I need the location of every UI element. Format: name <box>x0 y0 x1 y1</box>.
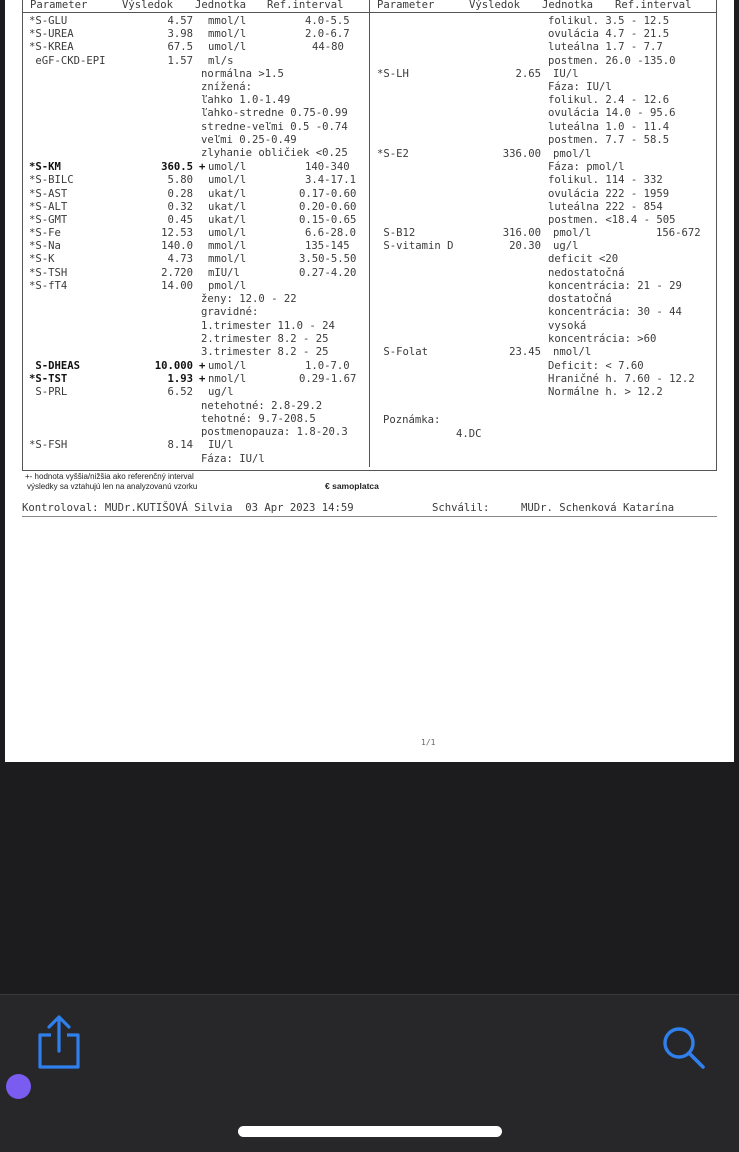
share-icon <box>34 1013 84 1071</box>
lab-report-page <box>5 0 734 762</box>
row-ref-interval: 3.50-5.50 <box>299 253 357 265</box>
row-parameter: *S-K <box>29 253 55 265</box>
header-result-right: Výsledok <box>469 0 521 11</box>
row-parameter: S-vitamin D <box>377 240 454 252</box>
row-ref-interval: 0.27-4.20 <box>299 267 357 279</box>
share-button[interactable] <box>34 1013 84 1071</box>
row-unit: ug/l <box>208 386 234 398</box>
header-ref: Ref.interval <box>267 0 344 11</box>
row-unit: mmol/l <box>208 253 247 265</box>
row-ref-interval: 2.0-6.7 <box>305 28 350 40</box>
ref-note: koncentrácia: 30 - 44 <box>548 306 682 318</box>
search-button[interactable] <box>661 1025 707 1071</box>
header-unit-right: Jednotka <box>542 0 594 11</box>
row-ref-interval: 4.0-5.5 <box>305 15 350 27</box>
ref-note: 2.trimester 8.2 - 25 <box>201 333 329 345</box>
ref-note: vysoká <box>548 320 587 332</box>
row-unit: nmol/l <box>553 346 592 358</box>
row-value: 12.53 <box>161 227 193 239</box>
row-value: 1.93 <box>167 373 193 385</box>
row-parameter: *S-FSH <box>29 439 68 451</box>
row-ref-interval: 44-80 <box>312 41 344 53</box>
ref-note: normálna >1.5 <box>201 68 284 80</box>
note-label: Poznámka: <box>383 414 441 426</box>
row-unit: umol/l <box>208 41 247 53</box>
ref-note: koncentrácia: 21 - 29 <box>548 280 682 292</box>
ref-note: ovulácia 14.0 - 95.6 <box>548 107 676 119</box>
controlled-by: Kontroloval: MUDr.KUTIŠOVÁ Silvia 03 Apr 2023 14:59 <box>22 502 354 514</box>
header-unit: Jednotka <box>195 0 247 11</box>
footnote-sample: výsledky sa vztahujú len na analyzovanú vzorku <box>27 482 198 491</box>
row-parameter: *S-LH <box>377 68 409 80</box>
row-unit: mmol/l <box>208 240 247 252</box>
ref-note: gravidné: <box>201 306 259 318</box>
row-parameter: *S-Na <box>29 240 61 252</box>
ref-note: zlyhanie obličiek <0.25 <box>201 147 348 159</box>
ref-note: folikul. 114 - 332 <box>548 174 663 186</box>
table-border-right <box>716 0 717 470</box>
row-parameter: S-PRL <box>29 386 68 398</box>
row-value: 0.32 <box>167 201 193 213</box>
row-value: 6.52 <box>167 386 193 398</box>
ref-note: Fáza: pmol/l <box>548 161 625 173</box>
ref-note: ovulácia 4.7 - 21.5 <box>548 28 670 40</box>
ref-note: Hraničné h. 7.60 - 12.2 <box>548 373 695 385</box>
row-value: 2.65 <box>515 68 541 80</box>
ref-note: postmen. 7.7 - 58.5 <box>548 134 670 146</box>
row-unit: umol/l <box>208 227 247 239</box>
row-parameter: *S-GLU <box>29 15 68 27</box>
row-parameter: S-DHEAS <box>29 360 81 372</box>
ref-note: luteálna 1.0 - 11.4 <box>548 121 670 133</box>
approved-label: Schválil: <box>432 502 490 514</box>
row-flag: + <box>199 161 206 173</box>
ref-note: postmenopauza: 1.8-20.3 <box>201 426 348 438</box>
row-flag: + <box>199 373 206 385</box>
row-unit: pmol/l <box>208 280 247 292</box>
row-unit: umol/l <box>208 174 247 186</box>
header-ref-right: Ref.interval <box>615 0 692 11</box>
row-unit: mmol/l <box>208 28 247 40</box>
row-ref-interval: 156-672 <box>656 227 701 239</box>
row-parameter: *S-ALT <box>29 201 68 213</box>
row-value: 14.00 <box>161 280 193 292</box>
ref-note: Deficit: < 7.60 <box>548 360 644 372</box>
ref-note: tehotné: 9.7-208.5 <box>201 413 316 425</box>
row-value: 360.5 <box>161 161 193 173</box>
row-unit: ukat/l <box>208 201 247 213</box>
row-value: 2.720 <box>161 267 193 279</box>
ref-note: luteálna 222 - 854 <box>548 201 663 213</box>
row-value: 5.80 <box>167 174 193 186</box>
row-ref-interval: 135-145 <box>305 240 350 252</box>
ref-note: netehotné: 2.8-29.2 <box>201 400 323 412</box>
row-value: 3.98 <box>167 28 193 40</box>
row-ref-interval: 3.4-17.1 <box>305 174 357 186</box>
ref-note: veľmi 0.25-0.49 <box>201 134 297 146</box>
row-ref-interval: 0.20-0.60 <box>299 201 357 213</box>
row-unit: ukat/l <box>208 214 247 226</box>
table-border-left <box>22 0 23 470</box>
row-value: 316.00 <box>502 227 541 239</box>
ref-note: ženy: 12.0 - 22 <box>201 293 297 305</box>
row-value: 8.14 <box>167 439 193 451</box>
row-value: 23.45 <box>509 346 541 358</box>
row-unit: umol/l <box>208 360 247 372</box>
footnote-flag-legend: +- hodnota vyššia/nižšia ako referenčný interval <box>25 472 194 481</box>
row-ref-interval: 0.17-0.60 <box>299 188 357 200</box>
ref-note: 1.trimester 11.0 - 24 <box>201 320 335 332</box>
row-unit: mmol/l <box>208 15 247 27</box>
ref-note: ľahko 1.0-1.49 <box>201 94 291 106</box>
row-value: 10.000 <box>154 360 193 372</box>
row-parameter: *S-E2 <box>377 148 409 160</box>
note-value: 4.DC <box>456 428 482 440</box>
row-ref-interval: 0.29-1.67 <box>299 373 357 385</box>
row-parameter: *S-GMT <box>29 214 68 226</box>
column-divider <box>369 0 370 467</box>
row-unit: pmol/l <box>553 148 592 160</box>
approved-name: MUDr. Schenková Katarína <box>521 502 675 514</box>
row-ref-interval: 1.0-7.0 <box>305 360 350 372</box>
ref-note: ľahko-stredne 0.75-0.99 <box>201 107 348 119</box>
row-ref-interval: 140-340 <box>305 161 350 173</box>
ref-note: postmen. <18.4 - 505 <box>548 214 676 226</box>
row-parameter: *S-TSH <box>29 267 68 279</box>
row-flag: + <box>199 360 206 372</box>
table-border-bottom <box>22 470 717 471</box>
row-value: 4.57 <box>167 15 193 27</box>
row-value: 4.73 <box>167 253 193 265</box>
row-unit: ml/s <box>208 55 234 67</box>
row-parameter: *S-KM <box>29 161 61 173</box>
row-unit: mIU/l <box>208 267 240 279</box>
ref-note: luteálna 1.7 - 7.7 <box>548 41 663 53</box>
header-parameter-right: Parameter <box>377 0 435 11</box>
row-ref-interval: 0.15-0.65 <box>299 214 357 226</box>
ref-note: znížená: <box>201 81 253 93</box>
ref-note: postmen. 26.0 -135.0 <box>548 55 676 67</box>
payment-label: € samoplatca <box>325 481 379 491</box>
ref-note: Fáza: IU/l <box>548 81 612 93</box>
assistive-touch-dot[interactable] <box>6 1074 31 1099</box>
row-value: 20.30 <box>509 240 541 252</box>
row-parameter: *S-fT4 <box>29 280 68 292</box>
row-parameter: *S-AST <box>29 188 68 200</box>
row-unit: pmol/l <box>553 227 592 239</box>
row-value: 0.45 <box>167 214 193 226</box>
row-unit: IU/l <box>208 439 234 451</box>
row-parameter: eGF-CKD-EPI <box>29 55 106 67</box>
row-parameter: *S-BILC <box>29 174 74 186</box>
row-ref-interval: 6.6-28.0 <box>305 227 357 239</box>
search-icon <box>661 1025 707 1071</box>
row-value: 140.0 <box>161 240 193 252</box>
row-unit: ukat/l <box>208 188 247 200</box>
row-unit: ug/l <box>553 240 579 252</box>
row-parameter: S-B12 <box>377 227 416 239</box>
row-value: 0.28 <box>167 188 193 200</box>
row-parameter: *S-UREA <box>29 28 74 40</box>
ref-note: ovulácia 222 - 1959 <box>548 188 670 200</box>
ref-note: Normálne h. > 12.2 <box>548 386 663 398</box>
ref-note: koncentrácia: >60 <box>548 333 657 345</box>
row-parameter: *S-KREA <box>29 41 74 53</box>
page-number: 1/1 <box>421 738 436 747</box>
ref-note: folikul. 2.4 - 12.6 <box>548 94 670 106</box>
row-unit: nmol/l <box>208 373 247 385</box>
ref-note: dostatočná <box>548 293 612 305</box>
header-result: Výsledok <box>122 0 174 11</box>
row-parameter: *S-Fe <box>29 227 61 239</box>
home-indicator[interactable] <box>238 1126 502 1137</box>
row-unit: umol/l <box>208 161 247 173</box>
row-parameter: *S-TST <box>29 373 68 385</box>
ref-note: stredne-veľmi 0.5 -0.74 <box>201 121 348 133</box>
ref-note: folikul. 3.5 - 12.5 <box>548 15 670 27</box>
ref-note: nedostatočná <box>548 267 625 279</box>
row-value: 336.00 <box>502 148 541 160</box>
row-value: 67.5 <box>167 41 193 53</box>
ref-note: 3.trimester 8.2 - 25 <box>201 346 329 358</box>
row-parameter: S-Folat <box>377 346 429 358</box>
ref-note: deficit <20 <box>548 253 619 265</box>
signature-divider <box>22 516 717 517</box>
ref-note: Fáza: IU/l <box>201 453 265 465</box>
row-unit: IU/l <box>553 68 579 80</box>
header-parameter: Parameter <box>30 0 88 11</box>
row-value: 1.57 <box>167 55 193 67</box>
